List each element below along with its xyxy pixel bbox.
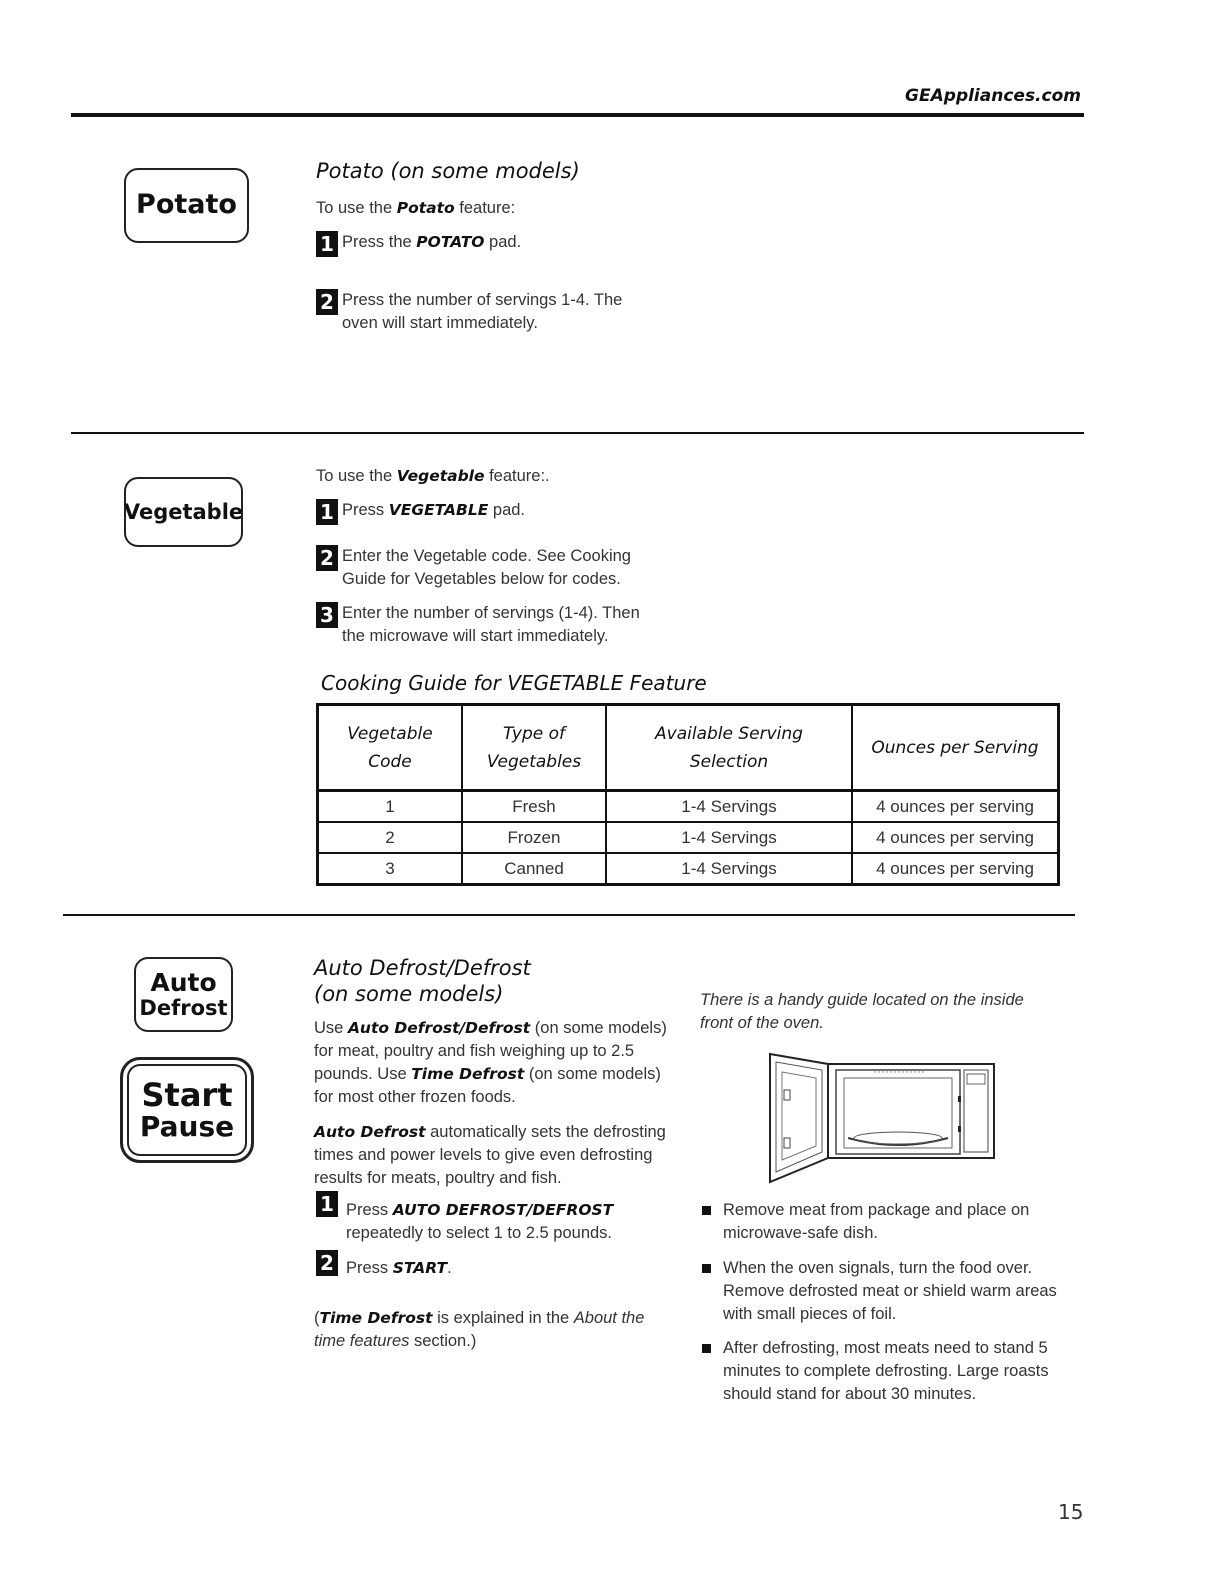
table-cell: 3 <box>318 853 463 885</box>
table-cell: 1-4 Servings <box>606 853 852 885</box>
time-defrost-note: (Time Defrost is explained in the About the time features section.) <box>314 1309 645 1350</box>
table-cell: Frozen <box>462 822 606 853</box>
auto-defrost-pad-label-2: Defrost <box>139 995 228 1020</box>
table-header-cell: Type of Vegetables <box>462 705 606 791</box>
table-row <box>318 791 1059 823</box>
step-number-badge: 1 <box>316 1191 338 1217</box>
bullet-icon <box>702 1206 711 1215</box>
pause-pad-label: Pause <box>139 1110 235 1144</box>
vegetable-pad-icon <box>124 477 243 547</box>
guide-title: Cooking Guide for VEGETABLE Feature <box>321 671 707 695</box>
vegetable-intro: To use the Vegetable feature:. <box>316 467 550 485</box>
step-number-badge: 2 <box>316 289 338 315</box>
site-url: GEAppliances.com <box>905 86 1081 106</box>
page-number: 15 <box>1058 1500 1084 1524</box>
auto-defrost-pad-icon <box>134 957 233 1032</box>
table-header-row <box>318 705 1059 791</box>
table-cell: 1-4 Servings <box>606 791 852 823</box>
table-cell: 4 ounces per serving <box>852 853 1059 885</box>
table-header-cell: Ounces per Serving <box>852 705 1059 791</box>
table-cell: 1-4 Servings <box>606 822 852 853</box>
auto-defrost-pad-label-1: Auto <box>150 968 217 998</box>
defrost-heading: Auto Defrost/Defrost (on some models) <box>314 956 531 1006</box>
potato-heading: Potato (on some models) <box>316 159 580 183</box>
step-number-badge: 1 <box>316 499 338 525</box>
guide-location-note: There is a handy guide located on the inside front of the oven. <box>700 991 1024 1032</box>
list-item: When the oven signals, turn the food over. Remove defrosted meat or shield warm areas with small pieces of foil. <box>702 1257 1062 1326</box>
vegetable-pad-label: Vegetable <box>123 499 244 524</box>
bullet-icon <box>702 1344 711 1353</box>
table-cell: Fresh <box>462 791 606 823</box>
vegetable-step-2: 2 Enter the Vegetable code. See Cooking Guide for Vegetables below for codes. <box>316 545 631 591</box>
top-rule <box>71 113 1084 117</box>
defrost-paragraph-2: Auto Defrost automatically sets the defrosting times and power levels to give even defrosting results for meats, poultry and fish. <box>314 1123 666 1187</box>
vegetable-guide-table <box>316 703 1060 886</box>
table-row <box>318 822 1059 853</box>
section-rule <box>63 914 1075 916</box>
table-header-cell: Available Serving Selection <box>606 705 852 791</box>
step-number-badge: 1 <box>316 231 338 257</box>
potato-intro: To use the Potato feature: <box>316 199 516 217</box>
potato-pad-label: Potato <box>136 189 237 221</box>
table-cell: 4 ounces per serving <box>852 791 1059 823</box>
table-row <box>318 853 1059 885</box>
start-pad-label: Start <box>141 1075 233 1114</box>
table-cell: 1 <box>318 791 463 823</box>
step-number-badge: 2 <box>316 545 338 571</box>
potato-step-2: 2 Press the number of servings 1-4. The oven will start immediately. <box>316 289 622 335</box>
defrost-step-1: 1 Press AUTO DEFROST/DEFROST repeatedly to select 1 to 2.5 pounds. <box>316 1191 613 1245</box>
potato-pad-icon <box>124 168 249 243</box>
defrost-step-2: 2 Press START. <box>316 1250 452 1280</box>
bullet-icon <box>702 1264 711 1273</box>
step-number-badge: 2 <box>316 1250 338 1276</box>
section-rule <box>71 432 1084 434</box>
list-item: Remove meat from package and place on microwave-safe dish. <box>702 1199 1062 1245</box>
defrost-paragraph-1: Use Auto Defrost/Defrost (on some models) for meat, poultry and fish weighing up to 2.5 pounds. Use Time Defrost (on some models) for most other frozen foods. <box>314 1019 667 1106</box>
list-item: After defrosting, most meats need to stand 5 minutes to complete defrosting. Large roasts should stand for about 30 minutes. <box>702 1337 1062 1406</box>
table-cell: Canned <box>462 853 606 885</box>
step-number-badge: 3 <box>316 602 338 628</box>
open-microwave-illustration <box>764 1050 996 1186</box>
table-cell: 4 ounces per serving <box>852 822 1059 853</box>
vegetable-step-1: 1 Press VEGETABLE pad. <box>316 499 525 525</box>
potato-step-1: 1 Press the POTATO pad. <box>316 231 521 257</box>
table-header-cell: Vegetable Code <box>318 705 463 791</box>
start-pause-pad-icon <box>120 1057 254 1163</box>
table-cell: 2 <box>318 822 463 853</box>
vegetable-step-3: 3 Enter the number of servings (1-4). Then the microwave will start immediately. <box>316 602 640 648</box>
